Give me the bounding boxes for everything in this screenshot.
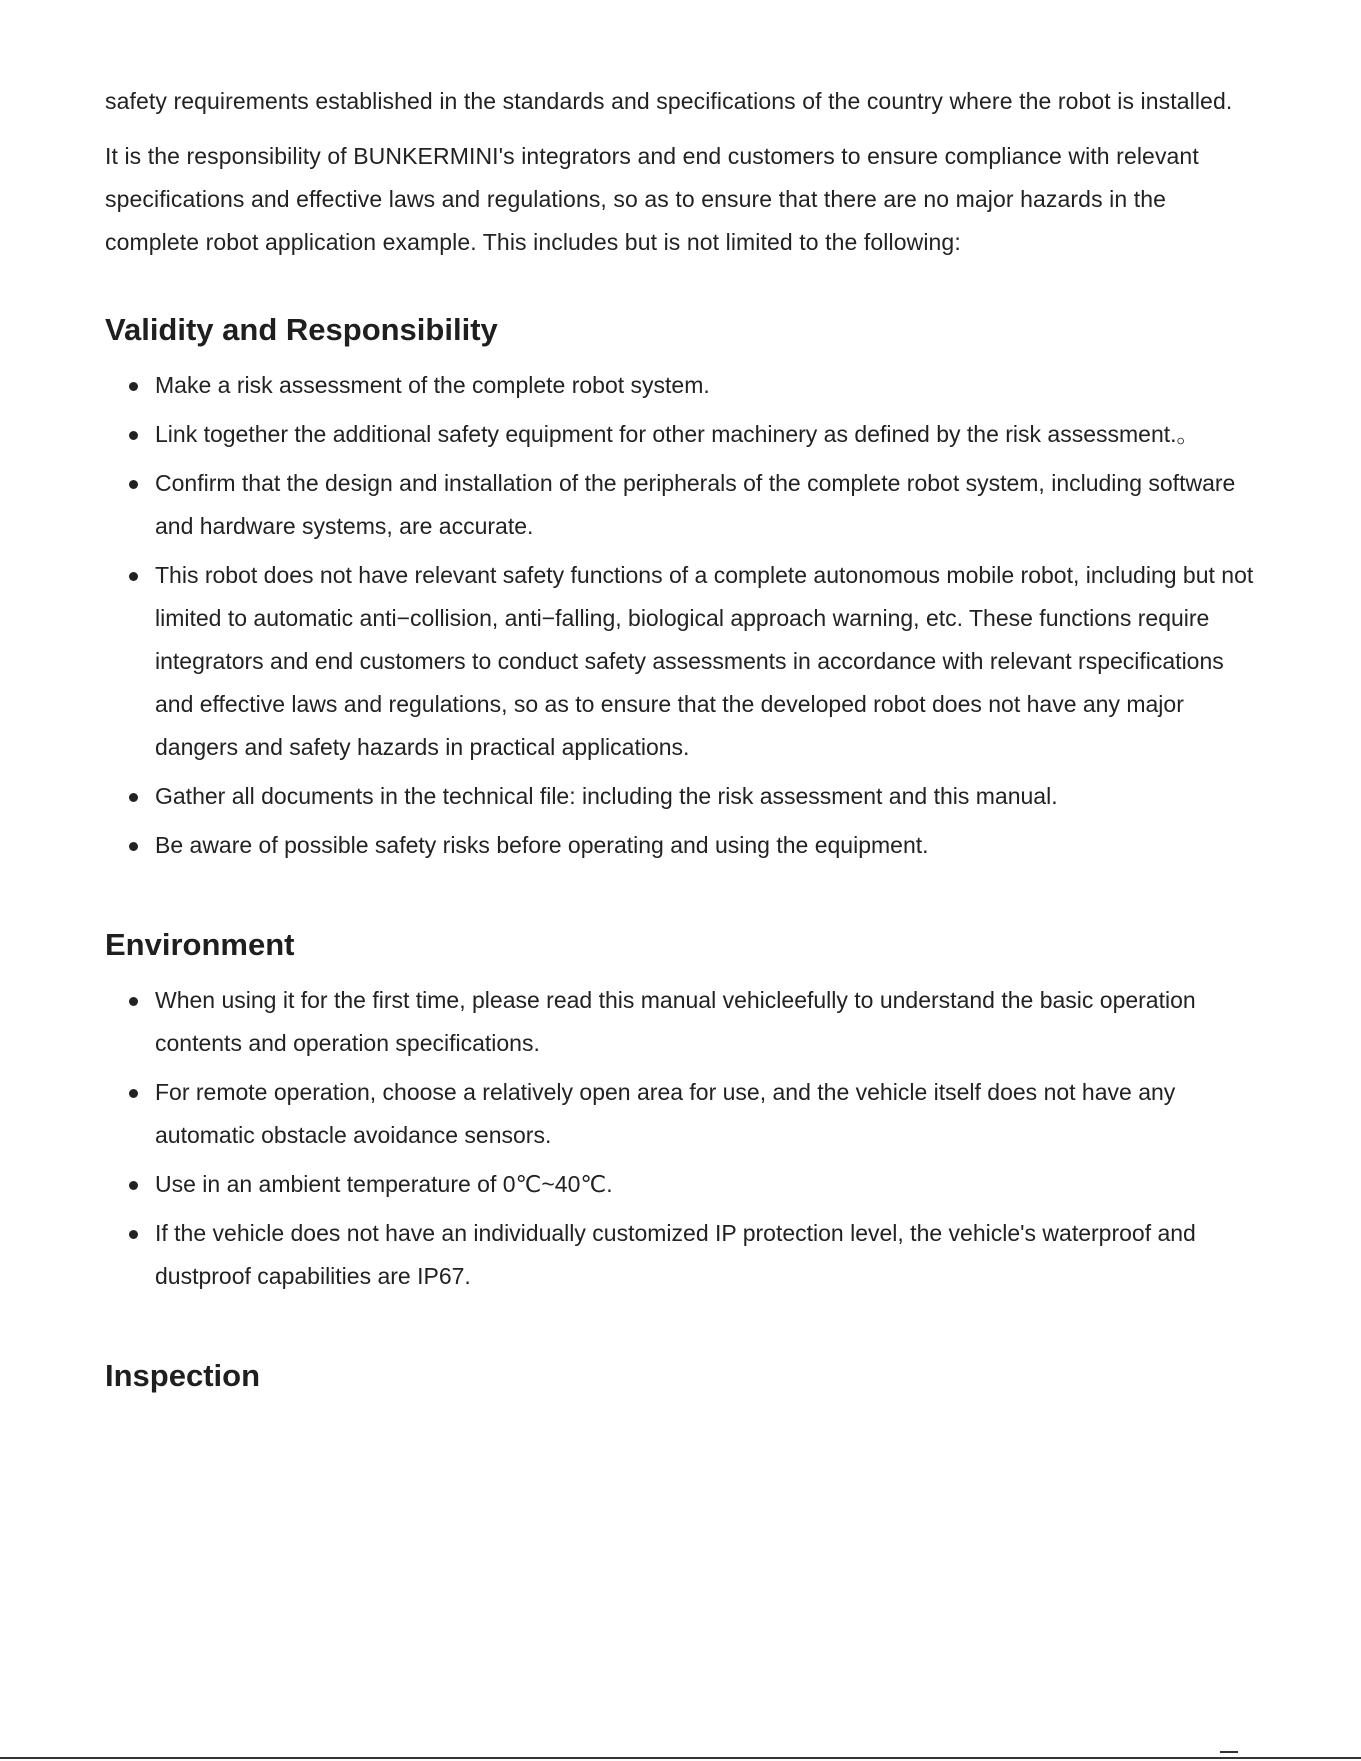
list-item-text: Link together the additional safety equipment for other machinery as defined by the risk assessment.。 xyxy=(155,421,1200,447)
list-item xyxy=(105,824,1255,867)
list-item-text: This robot does not have relevant safety functions of a complete autonomous mobile robot, including but not limited to automatic anti−collision, anti−falling, biological approach warning, etc. These functions require integrators and end customers to conduct safety assessments in accordance with relevant rspecifications and effective laws and regulations, so as to ensure that the developed robot does not have any major dangers and safety hazards in practical applications. xyxy=(155,562,1254,760)
list-item xyxy=(105,554,1255,769)
environment-list xyxy=(105,979,1255,1298)
list-item xyxy=(105,1163,1255,1206)
list-item xyxy=(105,364,1255,407)
document-page xyxy=(105,80,1255,1398)
list-item xyxy=(105,462,1255,548)
list-item xyxy=(105,1071,1255,1157)
page-bottom-divider xyxy=(0,1757,1361,1759)
bullet-icon xyxy=(129,431,138,440)
bullet-icon xyxy=(129,480,138,489)
list-item-text: Make a risk assessment of the complete robot system. xyxy=(155,372,710,398)
list-item xyxy=(105,413,1255,456)
bullet-icon xyxy=(129,572,138,581)
list-item xyxy=(105,1212,1255,1298)
bullet-icon xyxy=(129,997,138,1006)
intro-paragraph-2: It is the responsibility of BUNKERMINI's integrators and end customers to ensure compliance with relevant specifications and effective laws and regulations, so as to ensure that there are no major hazards in the complete robot application example. This includes but is not limited to the following: xyxy=(105,143,1199,255)
bullet-icon xyxy=(129,1181,138,1190)
list-item xyxy=(105,979,1255,1065)
intro-paragraph-1: safety requirements established in the standards and specifications of the country where the robot is installed. xyxy=(105,88,1233,114)
list-item-text: For remote operation, choose a relatively open area for use, and the vehicle itself does not have any automatic obstacle avoidance sensors. xyxy=(155,1079,1176,1148)
list-item-text: If the vehicle does not have an individually customized IP protection level, the vehicle's waterproof and dustproof capabilities are IP67. xyxy=(155,1220,1196,1289)
list-item-text: Gather all documents in the technical file: including the risk assessment and this manual. xyxy=(155,783,1058,809)
validity-list xyxy=(105,364,1255,867)
bullet-icon xyxy=(129,842,138,851)
list-item-text: Confirm that the design and installation of the peripherals of the complete robot system, including software and hardware systems, are accurate. xyxy=(155,470,1236,539)
list-item-text: Use in an ambient temperature of 0℃~40℃. xyxy=(155,1171,613,1197)
section-heading-inspection: Inspection xyxy=(105,1358,261,1393)
bullet-icon xyxy=(129,1089,138,1098)
bullet-icon xyxy=(129,1230,138,1239)
list-item xyxy=(105,775,1255,818)
bullet-icon xyxy=(129,382,138,391)
section-heading-validity: Validity and Responsibility xyxy=(105,312,498,347)
list-item-text: When using it for the first time, please read this manual vehicleefully to understand the basic operation contents and operation specifications. xyxy=(155,987,1196,1056)
bullet-icon xyxy=(129,793,138,802)
list-item-text: Be aware of possible safety risks before operating and using the equipment. xyxy=(155,832,929,858)
section-heading-environment: Environment xyxy=(105,927,295,962)
page-corner-mark xyxy=(1220,1751,1238,1753)
